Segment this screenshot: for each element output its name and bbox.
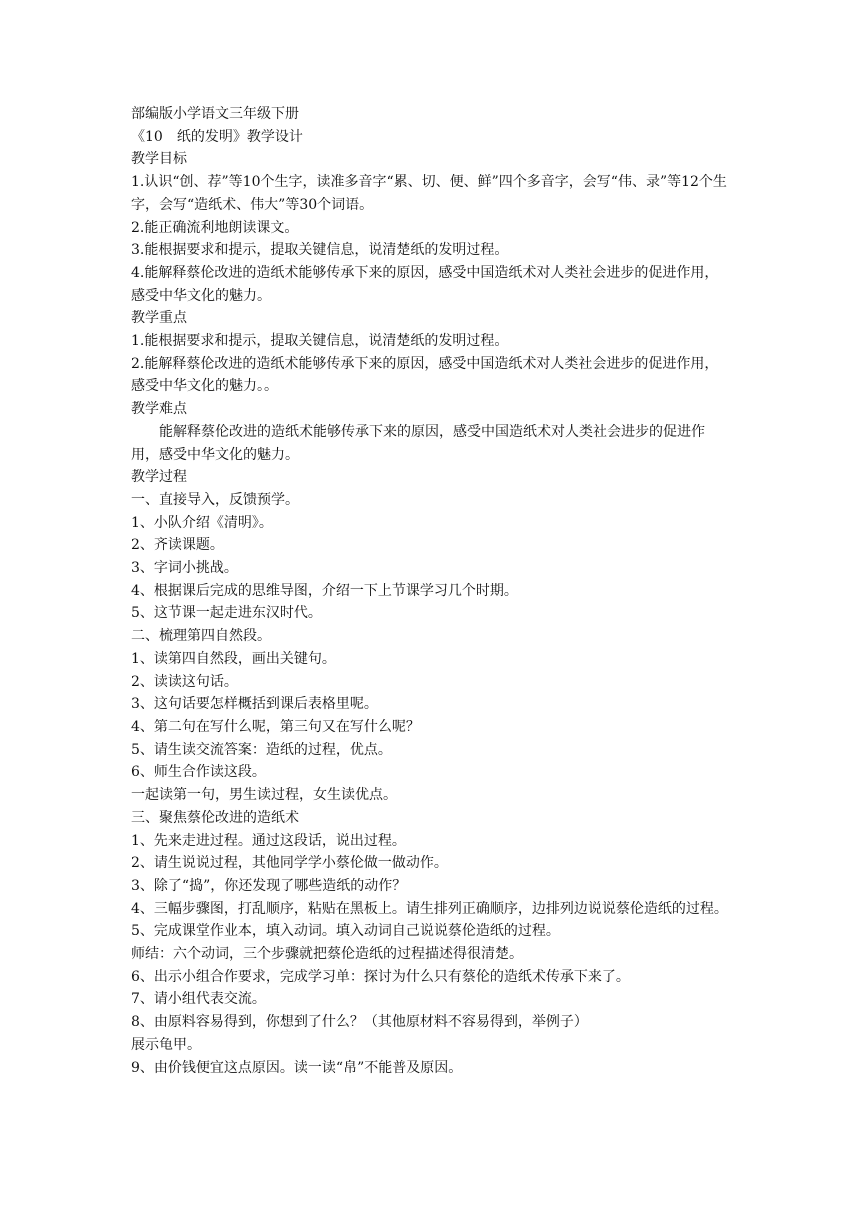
process-step: 8、由原料容易得到，你想到了什么？（其他原材料不容易得到，举例子） — [131, 1014, 588, 1031]
document-page — [131, 103, 731, 1079]
process-step: 4、三幅步骤图，打乱顺序，粘贴在黑板上。请生排列正确顺序，边排列边说说蔡伦造纸的过程。 — [131, 900, 728, 917]
process-step: 3、字词小挑战。 — [131, 560, 238, 577]
process-step: 1、小队介绍《清明》。 — [131, 514, 273, 531]
process-step: 3、除了“捣”，你还发现了哪些造纸的动作？ — [131, 877, 407, 894]
process-note: 展示龟甲。 — [131, 1036, 201, 1053]
goal-item-2: 2.能正确流利地朗读课文。 — [131, 219, 299, 236]
process-step: 5、完成课堂作业本，填入动词。填入动词自己说说蔡伦造纸的过程。 — [131, 923, 560, 940]
process-step: 2、齐读课题。 — [131, 537, 224, 554]
doc-header: 部编版小学语文三年级下册 — [131, 106, 299, 122]
section-heading-difficulty: 教学难点 — [131, 401, 187, 418]
goal-item-3: 3.能根据要求和提示，提取关键信息，说清楚纸的发明过程。 — [131, 242, 509, 259]
process-step: 9、由价钱便宜这点原因。读一读“帛”不能普及原因。 — [131, 1059, 463, 1076]
process-part-1-heading: 一、直接导入，反馈预学。 — [131, 491, 299, 508]
process-step: 5、这节课一起走进东汉时代。 — [131, 605, 322, 622]
process-step: 4、根据课后完成的思维导图，介绍一下上节课学习几个时期。 — [131, 582, 518, 599]
process-step: 6、出示小组合作要求，完成学习单：探讨为什么只有蔡伦的造纸术传承下来了。 — [131, 968, 630, 985]
goal-item-4: 4.能解释蔡伦改进的造纸术能够传承下来的原因，感受中国造纸术对人类社会进步的促进作用，感受中华文化的魅力。 — [131, 264, 719, 304]
process-step: 4、第二句在写什么呢，第三句又在写什么呢？ — [131, 718, 420, 735]
doc-title: 《10 纸的发明》教学设计 — [131, 128, 303, 145]
process-step: 7、请小组代表交流。 — [131, 991, 266, 1008]
process-step: 2、读读这句话。 — [131, 673, 238, 690]
key-point-2: 2.能解释蔡伦改进的造纸术能够传承下来的原因，感受中国造纸术对人类社会进步的促进作用，感受中华文化的魅力。。 — [131, 355, 719, 395]
process-step: 2、请生说说过程，其他同学学小蔡伦做一做动作。 — [131, 855, 448, 872]
difficulty-text: 能解释蔡伦改进的造纸术能够传承下来的原因，感受中国造纸术对人类社会进步的促进作用，感受中华文化的魅力。 — [131, 423, 705, 463]
process-note: 一起读第一句，男生读过程，女生读优点。 — [131, 787, 397, 804]
goal-item-1: 1.认识“创、荐”等10个生字，读准多音字“累、切、便、鲜”四个多音字，会写“伟、录”等12个生字，会写“造纸术、伟大”等30个词语。 — [131, 174, 727, 213]
process-part-2-heading: 二、梳理第四自然段。 — [131, 628, 271, 645]
process-step: 5、请生读交流答案：造纸的过程，优点。 — [131, 741, 392, 758]
process-step: 3、这句话要怎样概括到课后表格里呢。 — [131, 696, 378, 713]
section-heading-key-points: 教学重点 — [131, 310, 187, 327]
process-step: 1、读第四自然段，画出关键句。 — [131, 650, 336, 667]
process-step: 1、先来走进过程。通过这段话，说出过程。 — [131, 832, 406, 849]
section-heading-goals: 教学目标 — [131, 151, 187, 168]
process-step: 6、师生合作读这段。 — [131, 764, 266, 781]
section-heading-process: 教学过程 — [131, 469, 187, 486]
key-point-1: 1.能根据要求和提示，提取关键信息，说清楚纸的发明过程。 — [131, 333, 509, 350]
teacher-summary: 师结：六个动词，三个步骤就把蔡伦造纸的过程描述得很清楚。 — [131, 946, 523, 963]
process-part-3-heading: 三、聚焦蔡伦改进的造纸术 — [131, 809, 299, 826]
